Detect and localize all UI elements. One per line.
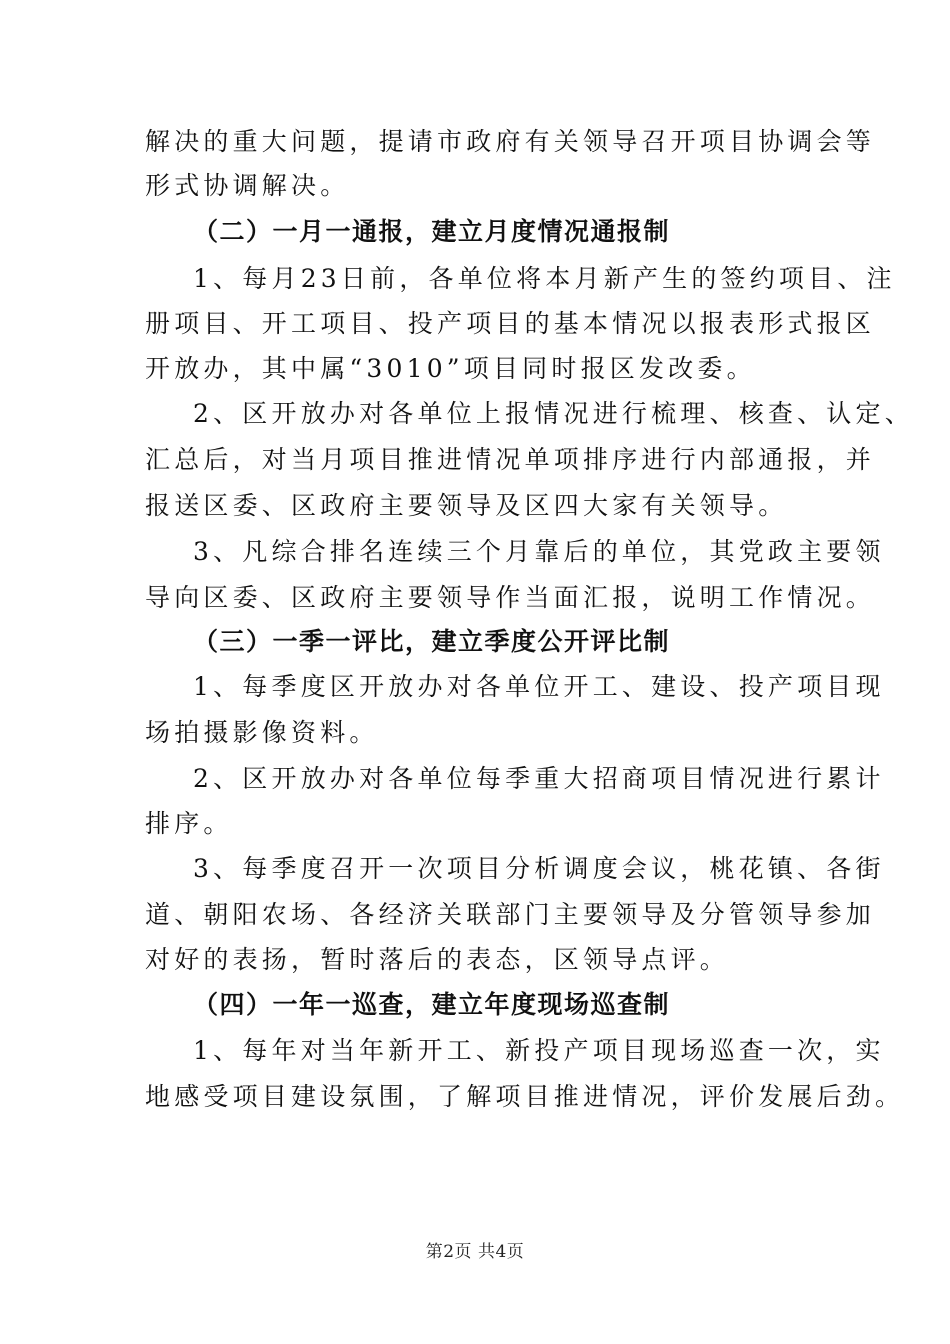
body-text-line: 形式协调解决。 [145,171,350,200]
body-text-line: 开放办，其中属“3010”项目同时报区发改委。 [145,354,756,383]
body-text-line: 1、每季度区开放办对各单位开工、建设、投产项目现 [193,672,885,701]
body-text-line: 1、每年对当年新开工、新投产项目现场巡查一次，实 [193,1036,885,1065]
body-text-line: 报送区委、区政府主要领导及区四大家有关领导。 [145,491,788,520]
body-text-line: 场拍摄影像资料。 [145,718,379,747]
body-text-line: 对好的表扬，暂时落后的表态，区领导点评。 [145,945,730,974]
body-text-line: 道、朝阳农场、各经济关联部门主要领导及分管领导参加 [145,900,876,929]
body-text-line: 地感受项目建设氛围，了解项目推进情况，评价发展后劲。 [145,1082,905,1111]
page-number-footer: 第2页 共4页 [425,1242,525,1262]
body-text-line: 2、区开放办对各单位上报情况进行梳理、核查、认定、 [193,399,914,428]
body-text-line: 排序。 [145,809,233,838]
body-text-line: 汇总后，对当月项目推进情况单项排序进行内部通报，并 [145,445,876,474]
section-heading: （三）一季一评比，建立季度公开评比制 [193,627,671,656]
body-text-line: 解决的重大问题，提请市政府有关领导召开项目协调会等 [145,127,876,156]
body-text-line: 3、凡综合排名连续三个月靠后的单位，其党政主要领 [193,537,885,566]
body-text-line: 导向区委、区政府主要领导作当面汇报，说明工作情况。 [145,583,876,612]
body-text-line: 2、区开放办对各单位每季重大招商项目情况进行累计 [193,764,885,793]
body-text-line: 3、每季度召开一次项目分析调度会议，桃花镇、各街 [193,854,885,883]
body-text-line: 1、每月23日前，各单位将本月新产生的签约项目、注 [193,264,896,293]
section-heading: （四）一年一巡查，建立年度现场巡查制 [193,990,671,1019]
section-heading: （二）一月一通报，建立月度情况通报制 [193,217,671,246]
body-text-line: 册项目、开工项目、投产项目的基本情况以报表形式报区 [145,309,876,338]
